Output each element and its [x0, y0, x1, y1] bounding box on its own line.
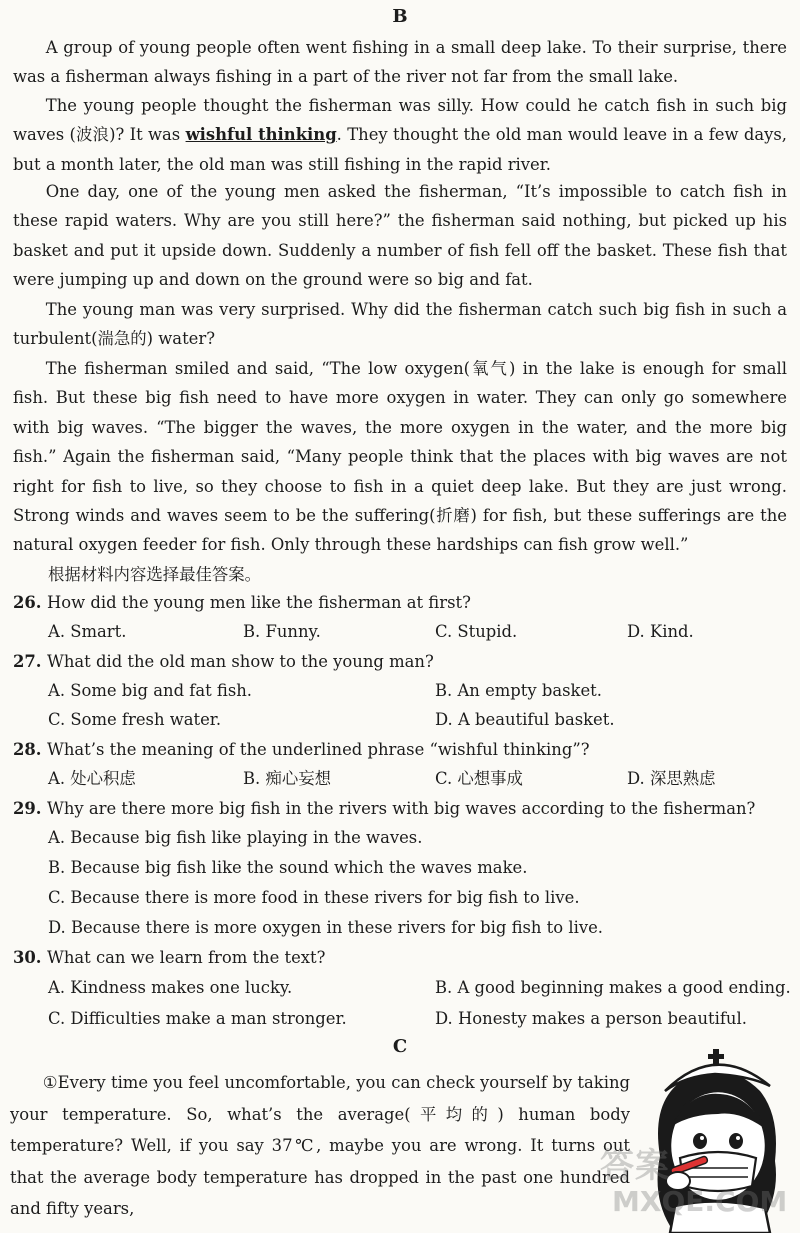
q27-option-a[interactable]: A. Some big and fat fish. [48, 681, 253, 700]
instruction-text: 根据材料内容选择最佳答案。 [48, 565, 262, 584]
section-b-title: B [392, 6, 408, 27]
question-text: Why are there more big fish in the rivers with big waves according to the fisherman? [47, 799, 756, 818]
question-number: 29. [13, 799, 42, 818]
paragraph-2-text-b: . They thought the old man would leave in a few days, but a month later, the old man was still fishing in the rapid river. [13, 125, 787, 174]
q30-option-d[interactable]: D. Honesty makes a person beautiful. [435, 1009, 747, 1028]
q28-option-c[interactable]: C. 心想事成 [435, 769, 523, 788]
question-text: What did the old man show to the young man? [47, 652, 434, 671]
passage-b-paragraph-3: One day, one of the young men asked the fisherman, “It’s impossible to catch fish in these rapid waters. Why are you still here?” the fisherman said nothing, but picked up his basket and put it upside down. Suddenly a number of fish fell off the basket. These fish that were jumping up and down on the ground were so big and fat. [13, 182, 787, 290]
question-29 [13, 794, 793, 823]
question-number: 26. [13, 593, 42, 612]
passage-b-paragraph-5: The fisherman smiled and said, “The low oxygen(氧气) in the lake is enough for small fish. But these big fish need to have more oxygen in water. They can only go somewhere with big waves. “The bigger the waves, the more oxygen in the water, and the more big fish.” Again the fisherman said, “Many people think that the places with big waves are not right for fish to live, so they choose to fish in a quiet deep lake. But they are just wrong. Strong winds and waves seem to be the suffering(折磨) for fish, but these sufferings are the natural oxygen feeder for fish. Only through these hardships can fish grow well.” [13, 359, 787, 555]
q29-option-c[interactable]: C. Because there is more food in these rivers for big fish to live. [48, 888, 580, 907]
q28-option-a[interactable]: A. 处心积虑 [48, 769, 136, 788]
q30-option-a[interactable]: A. Kindness makes one lucky. [48, 978, 293, 997]
q29-option-a[interactable]: A. Because big fish like playing in the waves. [48, 828, 423, 847]
passage-c-paragraph-1: ①Every time you feel uncomfortable, you can check yourself by taking your temperature. So, what’s the average(平均的) human body temperature? Well, if you say 37℃, maybe you are wrong. It turns out that the average body temperature has dropped in the past one hundred and fifty years, [10, 1073, 630, 1218]
question-28 [13, 735, 793, 764]
passage-b-paragraph-1: A group of young people often went fishing in a small deep lake. To their surprise, there was a fisherman always fishing in a part of the river not far from the small lake. [13, 38, 787, 87]
question-number: 27. [13, 652, 42, 671]
q28-option-b[interactable]: B. 痴心妄想 [243, 769, 332, 788]
q26-option-a[interactable]: A. Smart. [48, 622, 127, 641]
paragraph-2-text-a: The young people thought the fisherman was silly. How could he catch fish in such big waves (波浪)? It was [13, 96, 787, 145]
watermark-url: MXQE.COM [612, 1185, 788, 1218]
question-27 [13, 647, 793, 676]
q26-option-d[interactable]: D. Kind. [627, 622, 694, 641]
question-30 [13, 943, 793, 972]
question-number: 28. [13, 740, 42, 759]
passage-b-paragraph-2 [13, 91, 787, 179]
q30-option-c[interactable]: C. Difficulties make a man stronger. [48, 1009, 347, 1028]
question-text: How did the young men like the fisherman at first? [47, 593, 471, 612]
watermark-logo: 答案 [600, 1146, 670, 1186]
underlined-phrase: wishful thinking [185, 125, 337, 145]
question-text: What can we learn from the text? [47, 948, 326, 967]
q26-option-c[interactable]: C. Stupid. [435, 622, 518, 641]
q27-option-c[interactable]: C. Some fresh water. [48, 710, 222, 729]
question-number: 30. [13, 948, 42, 967]
question-26 [13, 588, 793, 617]
q27-option-d[interactable]: D. A beautiful basket. [435, 710, 615, 729]
q27-option-b[interactable]: B. An empty basket. [435, 681, 602, 700]
question-text: What’s the meaning of the underlined phrase “wishful thinking”? [47, 740, 590, 759]
q26-option-b[interactable]: B. Funny. [243, 622, 321, 641]
q30-option-b[interactable]: B. A good beginning makes a good ending. [435, 978, 791, 997]
q28-option-d[interactable]: D. 深思熟虑 [627, 769, 716, 788]
q29-option-d[interactable]: D. Because there is more oxygen in these rivers for big fish to live. [48, 918, 604, 937]
section-c-title: C [392, 1036, 408, 1057]
passage-b-paragraph-4: The young man was very surprised. Why did the fisherman catch such big fish in such a turbulent(湍急的) water? [13, 300, 787, 349]
q29-option-b[interactable]: B. Because big fish like the sound which the waves make. [48, 858, 528, 877]
